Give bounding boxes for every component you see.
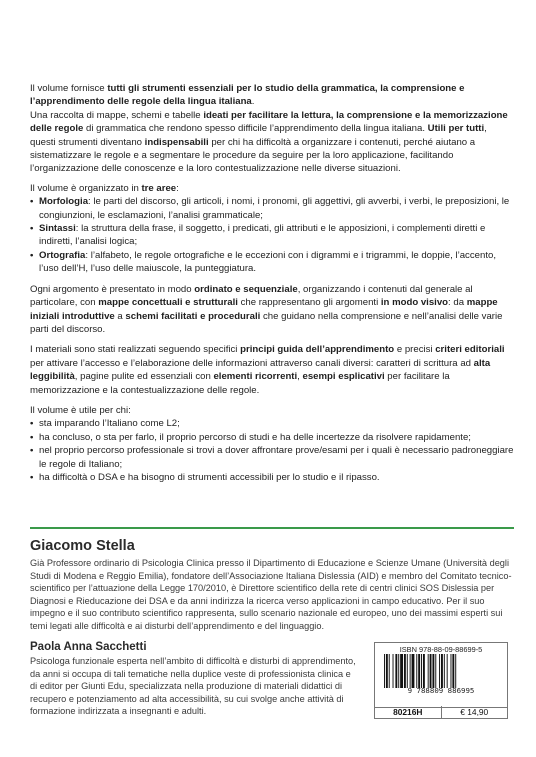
list-item: • nel proprio percorso professionale si trovi a dover affrontare prove/esami per i quali è necessario padroneggiare le regole di Italiano; (30, 444, 514, 471)
list-item: • Morfologia: le parti del discorso, gli articoli, i nomi, i pronomi, gli aggettivi, gli avverbi, i verbi, le preposizioni, le congiunzioni, le esclamazioni, l’analisi grammaticale; (30, 195, 514, 222)
list-item: • Ortografia: l’alfabeto, le regole ortografiche e le eccezioni con i digrammi e i trigrammi, le doppie, l’accento, l’uso dell’H, l’uso delle maiuscole, la punteggiatura. (30, 249, 514, 276)
barcode-digits: 9 788809 886995 (407, 686, 475, 695)
list-item: • Sintassi: la struttura della frase, il soggetto, i predicati, gli attributi e le apposizioni, i complementi diretti e indiretti, l’analisi logica; (30, 222, 514, 249)
isbn-label: ISBN 978-88-09-88699-5 (399, 645, 483, 654)
areas-list (30, 195, 514, 275)
author-name: Paola Anna Sacchetti (30, 641, 147, 653)
audience-lead: Il volume è utile per chi: (30, 404, 131, 416)
author-block-1 (30, 538, 514, 633)
areas-lead: Il volume è organizzato in tre aree: (30, 182, 179, 194)
section-divider (30, 527, 514, 529)
author-name: Giacomo Stella (30, 538, 135, 554)
list-item: • ha difficoltà o DSA e ha bisogno di strumenti accessibili per lo studio e il ripasso. (30, 471, 514, 484)
intro-paragraph-2: Una raccolta di mappe, schemi e tabelle ideati per facilitare la lettura, la comprensione e la memorizzazione delle regole di grammatica che rendono spesso difficile l’apprendimento della lingua italiana. Utili per tutti, questi strumenti diventano indispensabili per chi ha difficoltà a organizzare i contenuti, perché aiutano a sistematizzare le regole e a segmentare le procedure da seguire per la loro applicazione, facilitando l’organizzazione delle conoscenze e la loro contestualizzazione nelle diverse situazioni. (30, 109, 508, 175)
isbn-barcode-box (374, 642, 508, 708)
method-paragraph: Ogni argomento è presentato in modo ordinato e sequenziale, organizzando i contenuti dal generale al particolare, con mappe concettuali e strutturali che rappresentano gli argomenti in modo visivo: da mappe iniziali introduttive a schemi facilitati e procedurali che guidano nella comprensione e nell’analisi delle varie parti del discorso. (30, 283, 503, 335)
author-bio: Psicologa funzionale esperta nell’ambito di difficoltà e disturbi di apprendimento, da anni si occupa di tali tematiche nella duplice veste di professionista clinica e di editor per Giunti Edu, specializzata nella produzione di materiali didattici di recupero e potenziamento ad alta accessibilità, su cui svolge anche attività di formazione indirizzata a insegnanti e adulti. (30, 656, 356, 717)
list-item: • ha concluso, o sta per farlo, il proprio percorso di studi e ha delle incertezze da risolvere rapidamente; (30, 431, 514, 444)
barcode-icon (383, 654, 501, 688)
author-block-2 (30, 640, 360, 718)
price-row (374, 706, 508, 719)
list-item: • sta imparando l’Italiano come L2; (30, 417, 514, 430)
intro-paragraph-1: Il volume fornisce tutti gli strumenti essenziali per lo studio della grammatica, la comprensione e l’apprendimento delle regole della lingua italiana. (30, 83, 465, 108)
audience-list (30, 417, 514, 484)
price-label: € 14,90 (441, 706, 508, 718)
author-bio: Già Professore ordinario di Psicologia Clinica presso il Dipartimento di Educazione e Scienze Umane (Università degli Studi di Modena e Reggio Emilia), fondatore dell’Associazione Italiana Dislessia (AID) e membro del Comitato tecnico-scientifico per l’attuazione della Legge 170/2010, è Direttore scientifico della rete di centri clinici SOS Dislessia per Diagnosi e Rieducazione dei DSA e da anni indirizza la ricerca verso applicazioni in campo educativo. Per il suo impegno e il suo contributo scientifico rappresenta, sullo scenario nazionale ed europeo, uno dei massimi esperti sui temi legati alle difficoltà e ai disturbi dell’apprendimento e del linguaggio. (30, 558, 512, 631)
back-cover-text (30, 82, 514, 484)
materials-paragraph: I materiali sono stati realizzati seguendo specifici principi guida dell’apprendimento e precisi criteri editoriali per attivare l’accesso e l’elaborazione delle informazioni attraverso canali diversi: caratteri di scrittura ad alta leggibilità, pagine pulite ed essenziali con elementi ricorrenti, esempi esplicativi per facilitare la memorizzazione e la contestualizzazione delle regole. (30, 344, 505, 396)
product-code: 80216H (393, 707, 423, 717)
